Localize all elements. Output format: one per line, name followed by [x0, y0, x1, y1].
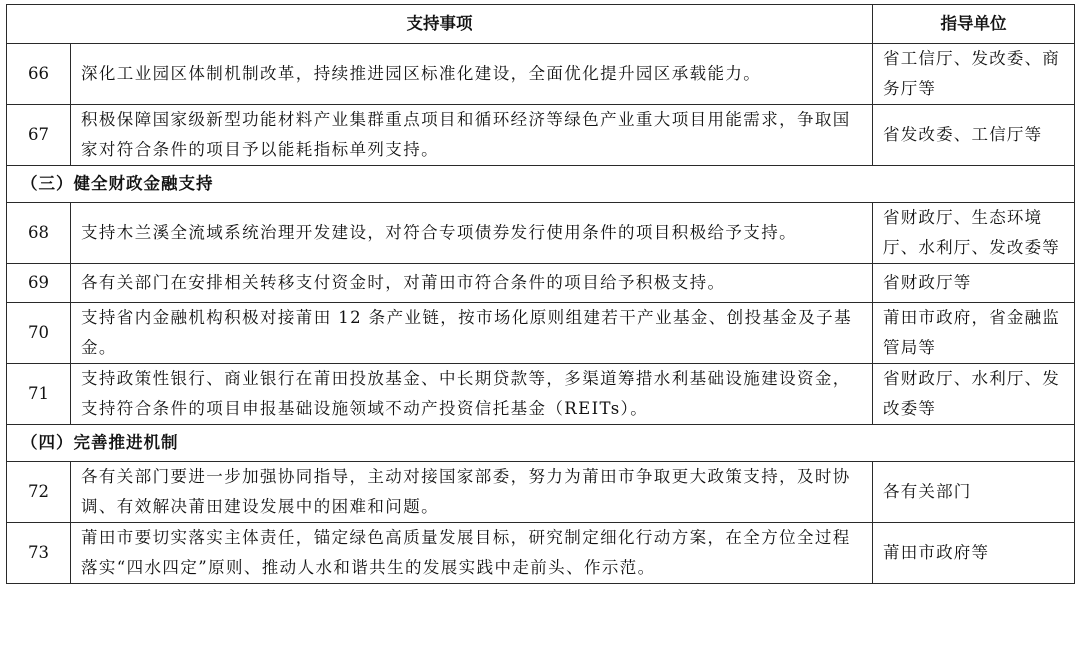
- row-support-item: 支持政策性银行、商业银行在莆田投放基金、中长期贷款等，多渠道筹措水利基础设施建设资金，支持符合条件的项目申报基础设施领域不动产投资信托基金（REITs）。: [71, 364, 873, 425]
- row-number: 68: [7, 203, 71, 264]
- table-row: [7, 264, 1075, 303]
- row-support-item: 各有关部门在安排相关转移支付资金时，对莆田市符合条件的项目给予积极支持。: [71, 264, 873, 303]
- row-guidance-unit: 莆田市政府等: [873, 523, 1075, 584]
- row-number: 71: [7, 364, 71, 425]
- row-support-item: 莆田市要切实落实主体责任，锚定绿色高质量发展目标，研究制定细化行动方案，在全方位全过程落实“四水四定”原则、推动人水和谐共生的发展实践中走前头、作示范。: [71, 523, 873, 584]
- section-title: （三）健全财政金融支持: [7, 166, 1075, 203]
- header-support-item: 支持事项: [7, 5, 873, 44]
- table-body: [7, 44, 1075, 584]
- row-guidance-unit: 省工信厅、发改委、商务厅等: [873, 44, 1075, 105]
- table-row: [7, 203, 1075, 264]
- row-support-item: 积极保障国家级新型功能材料产业集群重点项目和循环经济等绿色产业重大项目用能需求，争取国家对符合条件的项目予以能耗指标单列支持。: [71, 105, 873, 166]
- row-support-item: 支持省内金融机构积极对接莆田 12 条产业链，按市场化原则组建若干产业基金、创投基金及子基金。: [71, 303, 873, 364]
- table-row: [7, 523, 1075, 584]
- table-row: [7, 364, 1075, 425]
- row-number: 67: [7, 105, 71, 166]
- policy-support-table: [6, 4, 1075, 584]
- row-number: 72: [7, 462, 71, 523]
- header-guidance-unit: 指导单位: [873, 5, 1075, 44]
- row-guidance-unit: 省财政厅、水利厅、发改委等: [873, 364, 1075, 425]
- section-title: （四）完善推进机制: [7, 425, 1075, 462]
- table-row: [7, 105, 1075, 166]
- section-heading-row: [7, 425, 1075, 462]
- row-support-item: 支持木兰溪全流域系统治理开发建设，对符合专项债券发行使用条件的项目积极给予支持。: [71, 203, 873, 264]
- row-guidance-unit: 省财政厅等: [873, 264, 1075, 303]
- table-row: [7, 303, 1075, 364]
- table-header-row: [7, 5, 1075, 44]
- row-number: 66: [7, 44, 71, 105]
- row-number: 69: [7, 264, 71, 303]
- row-guidance-unit: 省财政厅、生态环境厅、水利厅、发改委等: [873, 203, 1075, 264]
- row-support-item: 各有关部门要进一步加强协同指导，主动对接国家部委，努力为莆田市争取更大政策支持，及时协调、有效解决莆田建设发展中的困难和问题。: [71, 462, 873, 523]
- row-guidance-unit: 莆田市政府，省金融监管局等: [873, 303, 1075, 364]
- row-guidance-unit: 各有关部门: [873, 462, 1075, 523]
- table-row: [7, 462, 1075, 523]
- section-heading-row: [7, 166, 1075, 203]
- row-number: 70: [7, 303, 71, 364]
- row-guidance-unit: 省发改委、工信厅等: [873, 105, 1075, 166]
- table-row: [7, 44, 1075, 105]
- row-number: 73: [7, 523, 71, 584]
- row-support-item: 深化工业园区体制机制改革，持续推进园区标准化建设，全面优化提升园区承载能力。: [71, 44, 873, 105]
